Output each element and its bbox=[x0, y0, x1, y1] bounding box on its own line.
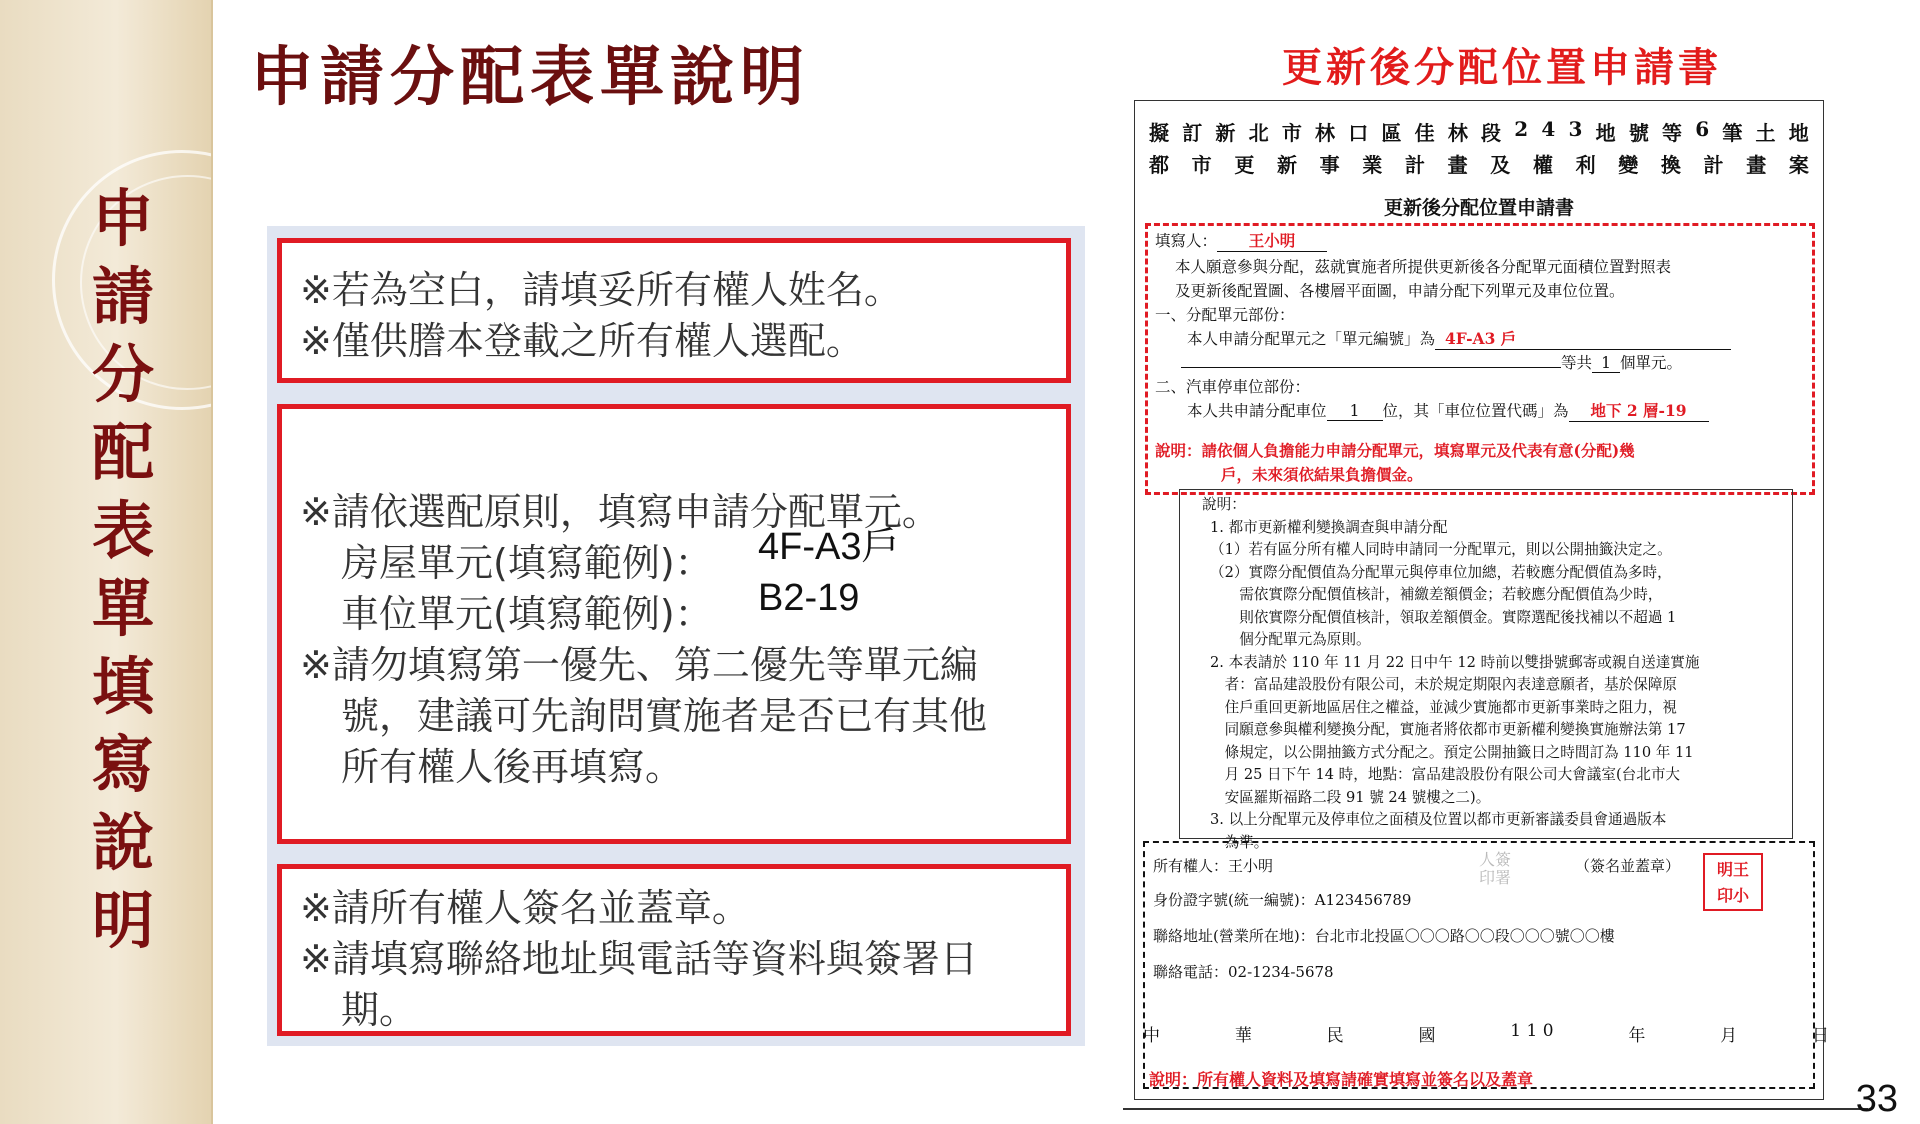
notes-line: 住戶重回更新地區居住之權益，並減少實施都市更新事業時之阻力，視 bbox=[1210, 698, 1678, 716]
parking-count: 1 bbox=[1327, 402, 1383, 421]
note-box-owner-name bbox=[277, 238, 1071, 383]
form-notes-box bbox=[1179, 489, 1793, 851]
note-line: 號，建議可先詢問實施者是否已有其他 bbox=[341, 694, 988, 738]
intro-line: 本人願意參與分配，茲就實施者所提供更新後各分配單元面積位置對照表 bbox=[1175, 258, 1672, 276]
form-title-line2: 都 市 更 新 事 業 計 畫 及 權 利 變 換 計 畫 案 bbox=[1149, 153, 1809, 177]
form-subtitle: 更新後分配位置申請書 bbox=[1383, 197, 1574, 219]
note-line: 所有權人後再填寫。 bbox=[341, 745, 684, 789]
page-number: 33 bbox=[1855, 1078, 1898, 1120]
owner-address: 聯絡地址(營業所在地)：台北市北投區〇〇〇路〇〇段〇〇〇號〇〇樓 bbox=[1153, 927, 1615, 945]
page-title: 申請分配表單說明 bbox=[250, 40, 810, 115]
notes-line: 條規定，以公開抽籤方式分配之。預定公開抽籤日之時間訂為 110 年 11 bbox=[1210, 743, 1694, 761]
notes-line: 1. 都市更新權利變換調查與申請分配 bbox=[1210, 518, 1448, 536]
owner-id: 身份證字號(統一編號)：A123456789 bbox=[1153, 891, 1412, 909]
notes-line: （2）實際分配價值為分配單元與停車位加總，若較應分配價值為多時， bbox=[1210, 563, 1672, 581]
section-unit-heading: 一、分配單元部份： bbox=[1155, 306, 1295, 324]
note-line: ※請所有權人簽名並蓋章。 bbox=[300, 886, 750, 930]
form-heading: 更新後分配位置申請書 bbox=[1282, 44, 1722, 91]
unit-count-row: 等共 1 個單元。 bbox=[1181, 351, 1682, 373]
instructions-panel bbox=[267, 226, 1085, 1046]
note-line: ※僅供謄本登載之所有權人選配。 bbox=[300, 319, 864, 363]
parking-example-label: 車位單元(填寫範例)： bbox=[341, 592, 713, 636]
notes-line: 3. 以上分配單元及停車位之面積及位置以都市更新審議委員會通過版本 bbox=[1210, 811, 1667, 828]
notes-title: 說明： bbox=[1202, 496, 1246, 513]
notes-line: 月 25 日下午 14 時，地點：富品建設股份有限公司大會議室(台北市大 bbox=[1210, 766, 1681, 783]
footer-rule bbox=[1123, 1108, 1868, 1110]
notes-line: （1）若有區分所有權人同時申請同一分配單元，則以公開抽籤決定之。 bbox=[1210, 541, 1672, 558]
owner-phone: 聯絡電話：02-1234-5678 bbox=[1153, 963, 1334, 981]
sign-note: （簽名並蓋章） bbox=[1575, 857, 1681, 875]
note-line: ※請勿填寫第一優先、第二優先等單元編 bbox=[300, 643, 978, 687]
notes-line: 者：富品建設股份有限公司，未於規定期限內表達意願者，基於保障原 bbox=[1210, 676, 1678, 693]
house-example-value: 4F-A3戶 bbox=[758, 526, 900, 568]
owner-info-box bbox=[1143, 841, 1815, 1089]
note-box-signature bbox=[277, 864, 1071, 1036]
left-decorative-band bbox=[0, 0, 213, 1124]
owner-stamp: 明王 印小 bbox=[1703, 853, 1763, 911]
unit-code-row: 本人申請分配單元之「單元編號」為 4F-A3 戶 bbox=[1187, 327, 1731, 350]
notes-line: 同願意參與權利變換分配，實施者將依都市更新權利變換實施辦法第 17 bbox=[1210, 721, 1686, 738]
filler-row: 填寫人： 王小明 bbox=[1155, 229, 1327, 252]
notes-line: 個分配單元為原則。 bbox=[1210, 631, 1371, 648]
notes-line: 需依實際分配價值核計，補繳差額價金；若較應分配價值為少時， bbox=[1210, 586, 1663, 603]
parking-example-row bbox=[300, 577, 1050, 640]
red-note-line: 說明：請依個人負擔能力申請分配單元，填寫單元及代表有意(分配)幾 bbox=[1155, 441, 1635, 460]
notes-line: 安區羅斯福路二段 91 號 24 號樓之二)。 bbox=[1210, 788, 1491, 806]
owner-name: 所有權人：王小明 bbox=[1153, 857, 1274, 875]
note-line: ※若為空白，請填妥所有權人姓名。 bbox=[300, 268, 902, 312]
note-line: ※請依選配原則，填寫申請分配單元。 bbox=[300, 490, 940, 534]
notes-line: 2. 本表請於 110 年 11 月 22 日中午 12 時前以雙掛號郵寄或親自送達實施 bbox=[1210, 653, 1700, 671]
filler-name: 王小明 bbox=[1217, 229, 1327, 252]
note-line: ※請填寫聯絡地址與電話等資料與簽署日 bbox=[300, 937, 978, 981]
bottom-red-note: 說明：所有權人資料及填寫請確實填寫並簽名以及蓋章 bbox=[1149, 1070, 1534, 1089]
unit-count: 1 bbox=[1592, 354, 1620, 373]
parking-example-value: B2-19 bbox=[758, 577, 860, 619]
house-example-row bbox=[300, 526, 1050, 589]
parking-code: 地下 2 層-19 bbox=[1569, 399, 1709, 422]
house-example-label: 房屋單元(填寫範例)： bbox=[341, 541, 713, 585]
notes-line: 則依實際分配價值核計，領取差額價金。實際選配後找補以不超過 1 bbox=[1210, 608, 1677, 626]
intro-line: 及更新後配置圖、各樓層平面圖，申請分配下列單元及車位位置。 bbox=[1175, 282, 1625, 300]
note-line: 期。 bbox=[341, 988, 418, 1032]
signing-date-row: 中 華 民 國 1 1 0 年 月 日 bbox=[1143, 1021, 1829, 1046]
notes-line: 為準。 bbox=[1210, 833, 1269, 851]
seal-hint: 人簽印署 bbox=[1478, 850, 1511, 887]
application-form-document bbox=[1134, 100, 1829, 1100]
form-title-line1: 擬 訂 新 北 市 林 口 區 佳 林 段 2 4 3 地 號 等 6 筆 土 地 bbox=[1149, 117, 1809, 145]
red-note-line: 戶，未來須依結果負擔價金。 bbox=[1221, 465, 1423, 484]
note-box-unit-selection bbox=[277, 404, 1071, 844]
vertical-section-title: 申 請 分 配 表 單 填 寫 說 明 bbox=[91, 182, 154, 957]
parking-row: 本人共申請分配車位 1 位，其「車位位置代碼」為 地下 2 層-19 bbox=[1187, 399, 1709, 422]
section-parking-heading: 二、汽車停車位部份： bbox=[1155, 378, 1311, 396]
unit-code: 4F-A3 戶 bbox=[1435, 327, 1731, 350]
